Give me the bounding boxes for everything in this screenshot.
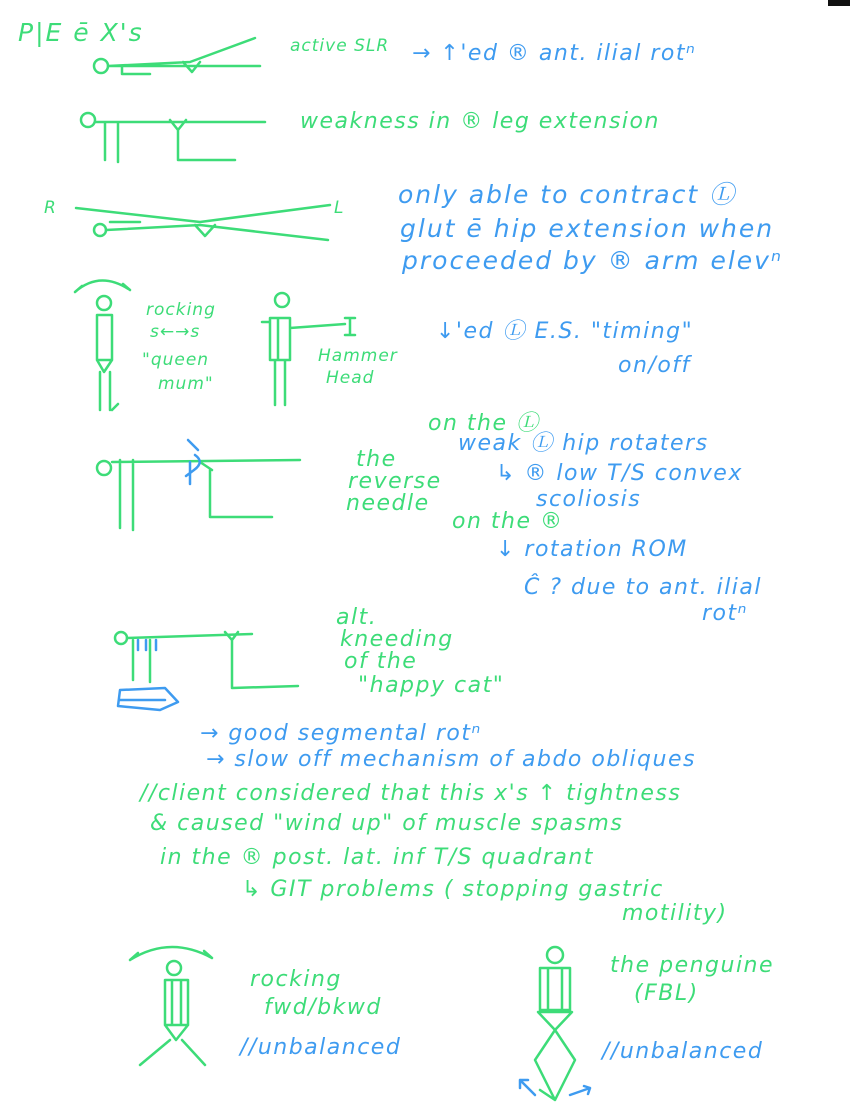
sketch-arm-elevation (76, 205, 330, 240)
sketch-rocking-queen-mum (75, 280, 130, 410)
note-active-slr: → ↑'ed ® ant. ilial rotⁿ (412, 41, 697, 66)
note-leg-extension: weakness in ® leg extension (300, 109, 660, 134)
label-rocking: rocking (146, 300, 216, 320)
finding-1: → good segmental rotⁿ (200, 721, 482, 746)
label-mum: mum" (158, 374, 214, 394)
note-on-off: on/off (618, 353, 691, 378)
note-arm-elev-2: glut ē hip extension when (400, 214, 775, 243)
label-side-to-side: s←→s (150, 322, 201, 342)
sketch-penguin (520, 947, 590, 1100)
label-unbalanced-right: //unbalanced (602, 1039, 764, 1064)
sketch-reverse-needle (97, 440, 300, 530)
note-es-timing: ↓'ed Ⓛ E.S. "timing" (436, 319, 694, 344)
label-side-right: R (44, 198, 57, 218)
finding-6: ↳ GIT problems ( stopping gastric (242, 877, 664, 902)
finding-4: & caused "wind up" of muscle spasms (150, 811, 624, 836)
label-kneeding: kneeding (340, 627, 454, 652)
label-happy-cat: "happy cat" (358, 673, 505, 698)
label-rocking-bottom: rocking (250, 967, 342, 992)
label-fbl: (FBL) (634, 981, 699, 1006)
label-active-slr: active SLR (290, 36, 390, 56)
finding-3: //client considered that this x's ↑ tightness (140, 781, 682, 806)
label-needle: needle (346, 491, 430, 516)
label-fwd-bkwd: fwd/bkwd (264, 995, 382, 1020)
note-scoliosis: scoliosis (536, 487, 642, 512)
note-weak-hip-rotaters: weak Ⓛ hip rotaters (458, 431, 709, 456)
label-side-left: L (334, 198, 345, 218)
note-on-the-left: on the Ⓛ (428, 411, 540, 436)
finding-7: motility) (622, 901, 728, 926)
finding-2: → slow off mechanism of abdo obliques (206, 747, 696, 772)
sketch-rocking-fwd-bkwd (130, 947, 212, 1065)
note-on-the-right: on the ® (452, 509, 564, 534)
page-title: P|E ē X's (18, 18, 144, 47)
label-the: the (356, 447, 397, 472)
note-ant-ilial: Ĉ ? due to ant. ilial (524, 575, 763, 600)
note-rotation-rom: ↓ rotation ROM (496, 537, 688, 562)
note-convex: ↳ ® low T/S convex (496, 461, 743, 486)
note-rotn: rotⁿ (702, 601, 748, 626)
label-of-the: of the (344, 649, 418, 674)
label-head: Head (326, 368, 375, 388)
label-alt: alt. (336, 605, 378, 630)
sketch-leg-extension (81, 113, 265, 162)
label-queen: "queen (142, 350, 210, 370)
label-unbalanced-left: //unbalanced (240, 1035, 402, 1060)
finding-5: in the ® post. lat. inf T/S quadrant (160, 845, 594, 870)
note-arm-elev-1: only able to contract Ⓛ (398, 180, 737, 209)
note-arm-elev-3: proceeded by ® arm elevⁿ (402, 246, 783, 275)
label-penguine: the penguine (610, 953, 775, 978)
sketch-happy-cat (115, 632, 298, 710)
label-reverse: reverse (348, 469, 442, 494)
label-hammer: Hammer (318, 346, 398, 366)
